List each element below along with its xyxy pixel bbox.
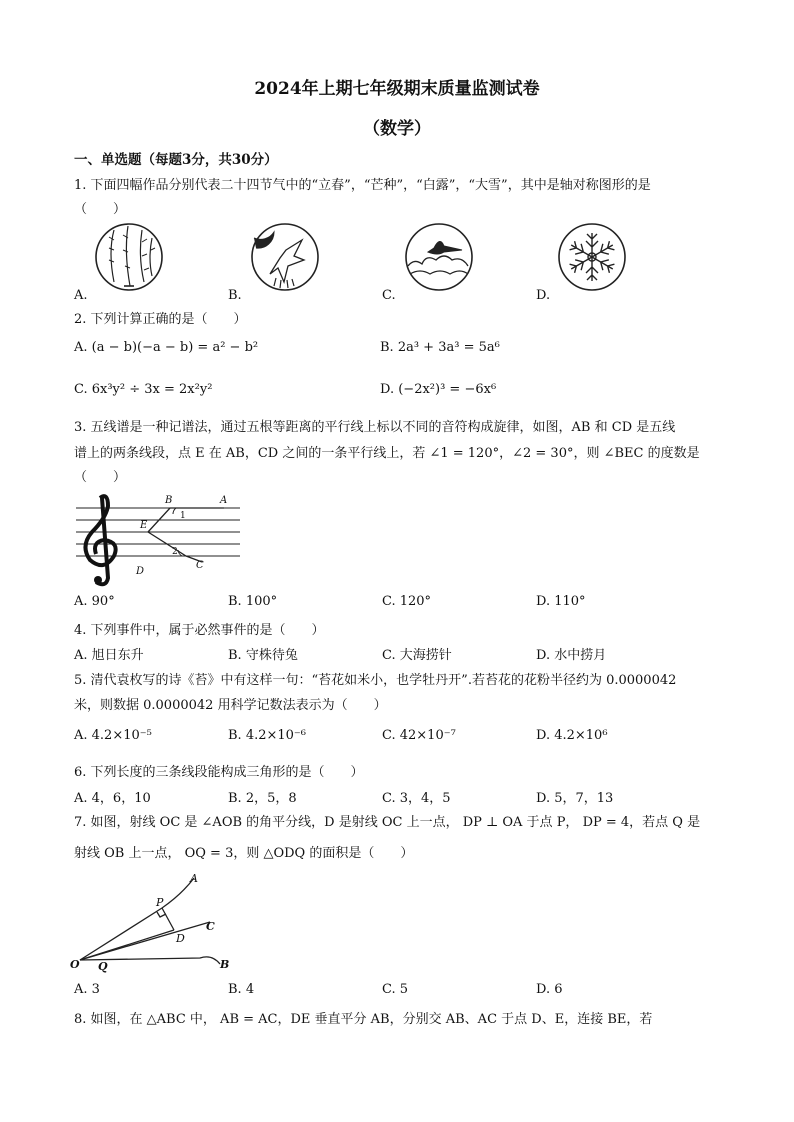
question-3-stem-line1: 3. 五线谱是一种记谱法，通过五根等距离的平行线上标以不同的音符构成旋律，如图，AB 和 CD 是五线 xyxy=(74,420,676,435)
question-6-option-a[interactable]: A. 4，6，10 xyxy=(74,791,151,806)
figure-label-e: E xyxy=(140,520,148,531)
question-4-option-c[interactable]: C. 大海捞针 xyxy=(382,648,452,663)
question-1-blank: （ ） xyxy=(74,202,127,217)
question-5-option-c[interactable]: C. 42×10⁻⁷ xyxy=(382,728,456,743)
question-5-option-d[interactable]: D. 4.2×10⁶ xyxy=(536,728,608,743)
fig7-label-o: O xyxy=(70,958,80,971)
question-5-stem-line1: 5. 清代袁枚写的诗《苔》中有这样一句：“苔花如米小，也学牡丹开”.若苔花的花粉半径约为 0.0000042 xyxy=(74,673,677,688)
question-5-option-a[interactable]: A. 4.2×10⁻⁵ xyxy=(74,728,152,743)
question-7-option-d[interactable]: D. 6 xyxy=(536,982,563,997)
page-title: 2024年上期七年级期末质量监测试卷 xyxy=(254,79,540,99)
question-7-option-c[interactable]: C. 5 xyxy=(382,982,409,997)
question-4-stem: 4. 下列事件中，属于必然事件的是（ ） xyxy=(74,623,325,638)
section-heading: 一、单选题（每题3分，共30分） xyxy=(74,152,278,168)
question-1-option-b[interactable]: B. xyxy=(228,288,242,303)
question-3-option-c[interactable]: C. 120° xyxy=(382,594,432,609)
question-7-stem-line2: 射线 OB 上一点， OQ = 3，则 △ODQ 的面积是（ ） xyxy=(74,846,414,861)
question-1-stem: 1. 下面四幅作品分别代表二十四节气中的“立春”，“芒种”，“白露”，“大雪”，其中是轴对称图形的是 xyxy=(74,178,651,193)
fig7-label-c: C xyxy=(206,920,215,933)
fig7-label-a: A xyxy=(190,872,198,885)
question-3-stem-line2: 谱上的两条线段，点 E 在 AB，CD 之间的一条平行线上，若 ∠1 = 120°，∠2 = 30°，则 ∠BEC 的度数是 xyxy=(74,446,700,461)
question-6-stem: 6. 下列长度的三条线段能构成三角形的是（ ） xyxy=(74,765,364,780)
angle-bisector-figure xyxy=(70,872,240,972)
question-6-option-d[interactable]: D. 5，7，13 xyxy=(536,791,614,806)
question-3-option-b[interactable]: B. 100° xyxy=(228,594,278,609)
question-5-option-b[interactable]: B. 4.2×10⁻⁶ xyxy=(228,728,306,743)
figure-label-a: A xyxy=(220,495,228,506)
question-4-option-a[interactable]: A. 旭日东升 xyxy=(74,648,144,663)
question-8-stem-line1: 8. 如图，在 △ABC 中， AB = AC，DE 垂直平分 AB，分别交 AB、AC 于点 D、E，连接 BE，若 xyxy=(74,1012,653,1027)
figure-label-angle-1: 1 xyxy=(180,511,186,521)
question-6-option-c[interactable]: C. 3，4，5 xyxy=(382,791,451,806)
question-4-option-d[interactable]: D. 水中捞月 xyxy=(536,648,607,663)
subject-title: （数学） xyxy=(363,119,431,139)
sun-and-plant-icon xyxy=(250,222,320,292)
question-1-option-d[interactable]: D. xyxy=(536,288,551,303)
willow-branches-icon xyxy=(94,222,164,292)
question-5-stem-line2: 米，则数据 0.0000042 用科学记数法表示为（ ） xyxy=(74,698,387,713)
question-7-stem-line1: 7. 如图，射线 OC 是 ∠AOB 的角平分线，D 是射线 OC 上一点， DP ⊥ OA 于点 P， DP = 4，若点 Q 是 xyxy=(74,815,701,830)
question-2-stem: 2. 下列计算正确的是（ ） xyxy=(74,312,247,327)
question-2-option-c[interactable]: C. 6x³y² ÷ 3x = 2x²y² xyxy=(74,382,213,397)
fig7-label-q: Q xyxy=(98,960,108,973)
question-3-option-d[interactable]: D. 110° xyxy=(536,594,586,609)
figure-label-angle-2: 2 xyxy=(172,547,178,557)
question-3-blank: （ ） xyxy=(74,470,127,485)
question-7-option-a[interactable]: A. 3 xyxy=(74,982,100,997)
question-2-option-b[interactable]: B. 2a³ + 3a³ = 5a⁶ xyxy=(380,340,500,355)
fig7-label-p: P xyxy=(156,896,164,909)
figure-label-b: B xyxy=(165,495,173,506)
question-6-option-b[interactable]: B. 2，5，8 xyxy=(228,791,297,806)
question-2-option-d[interactable]: D. (−2x²)³ = −6x⁶ xyxy=(380,382,497,397)
question-2-option-a[interactable]: A. (a − b)(−a − b) = a² − b² xyxy=(74,340,259,355)
question-7-option-b[interactable]: B. 4 xyxy=(228,982,255,997)
question-1-option-a[interactable]: A. xyxy=(74,288,88,303)
figure-label-c: C xyxy=(196,560,204,571)
staff-figure xyxy=(74,490,254,590)
snowflake-icon xyxy=(557,222,627,292)
question-4-option-b[interactable]: B. 守株待兔 xyxy=(228,648,298,663)
fig7-label-d: D xyxy=(176,932,185,945)
figure-label-d: D xyxy=(136,566,145,577)
bird-over-clouds-icon xyxy=(404,222,474,292)
fig7-label-b: B xyxy=(220,958,230,971)
question-1-option-c[interactable]: C. xyxy=(382,288,396,303)
question-3-option-a[interactable]: A. 90° xyxy=(74,594,115,609)
